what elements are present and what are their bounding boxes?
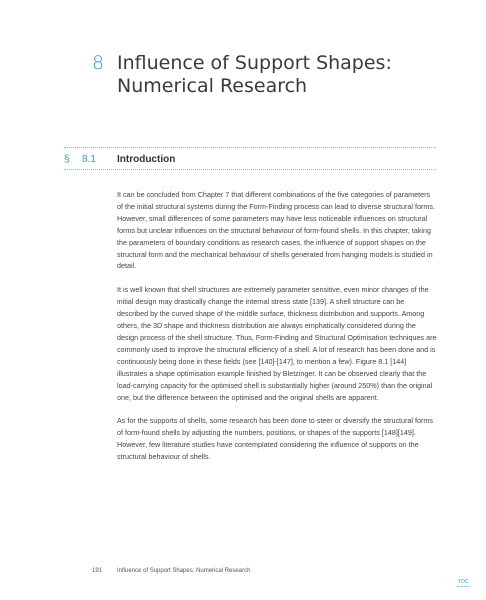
- paragraph: It can be concluded from Chapter 7 that different combinations of the five categories of parameters of the initial structural systems during the Form-Finding process can lead to diverse structural forms. However, small differences of some parameters may have less noticeable influences on structural forms but unclear influences on the structural behaviour of form-found shells. In this chapter, taking the parameters of boundary conditions as research cases, the influence of support shapes on the structural form and the mechanical behaviour of shells generated from hanging models is studied in detail.: [117, 190, 435, 271]
- paragraph: As for the supports of shells, some research has been done to steer or diversify the structural forms of form-found shells by adjusting the numbers, positions, or shapes of the supports [148][149]. However, few literature studies have contemplated considering the influence of supports on the structural behaviour of shells.: [117, 416, 433, 462]
- section-divider-top: [64, 147, 436, 148]
- chapter-title: Influence of Support Shapes: Numerical Research: [117, 52, 392, 97]
- paragraph: It is well known that shell structures are extremely parameter sensitive, even minor changes of the initial design may drastically change the internal stress state [139]. A shell structure can be described by the curved shape of the middle surface, thickness distribution and supports. Among others, the 3D shape and thickness distribution are always emphatically considered during the design process of the shell structure. Thus, Form-Finding and Structural Optimisation techniques are commonly used to improve the structural efficiency of a shell. A lot of research has been done and is continuously being done in these fields (see [140]-[147], to mention a few). Figure 8.1 [144] illustrates a shape optimisation example finished by Bletzinger. It can be observed clearly that the load-carrying capacity for the optimised shell is substantially higher (around 250%) than the original one, but the difference between the optimised and the original shells are apparent.: [117, 285, 437, 402]
- section-divider-bottom: [64, 169, 436, 170]
- section-number: 8.1: [82, 154, 96, 165]
- toc-link[interactable]: TOC: [458, 579, 469, 585]
- section-symbol: §: [64, 154, 70, 165]
- toc-underline: [457, 586, 469, 587]
- chapter-number: 8: [92, 52, 105, 74]
- chapter-7-link[interactable]: Chapter 7: [197, 190, 230, 199]
- section-title: Introduction: [117, 154, 176, 165]
- footer-page-number: 191: [92, 568, 103, 574]
- body-text: [117, 189, 437, 475]
- footer-running-title: Influence of Support Shapes: Numerical Research: [117, 568, 251, 574]
